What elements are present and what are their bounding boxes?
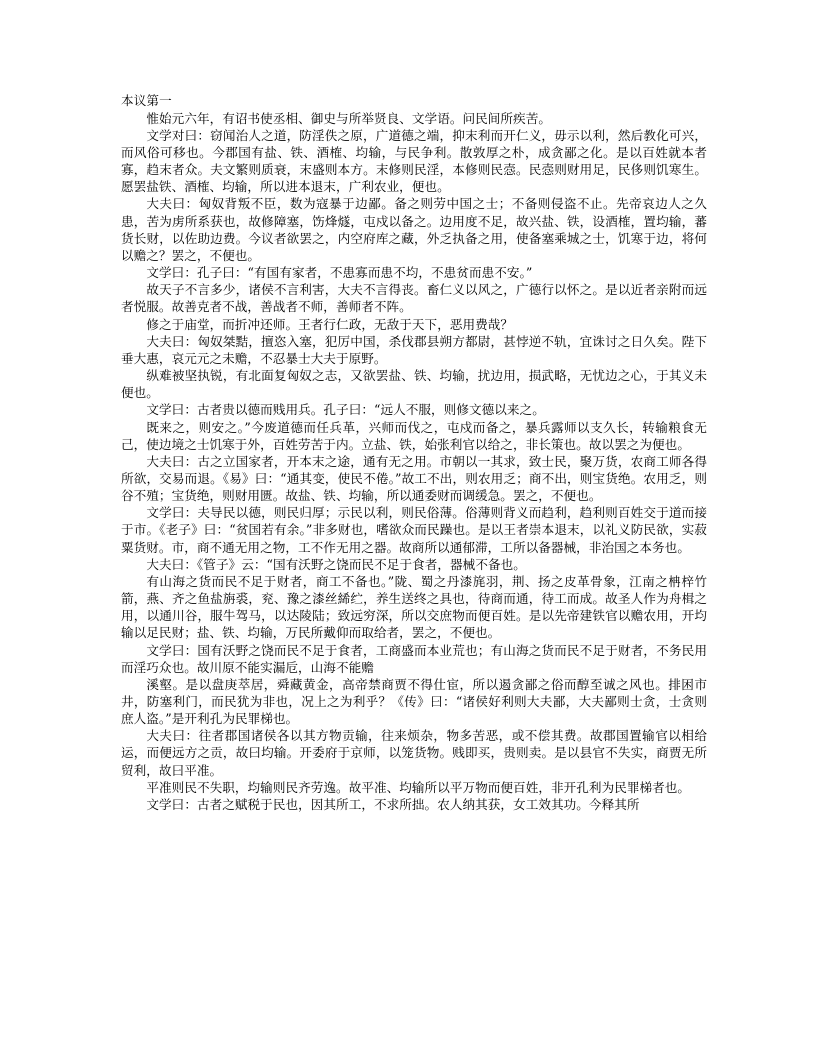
- paragraph: 大夫曰：匈奴背叛不臣，数为寇暴于边鄙。备之则劳中国之士；不备则侵盗不止。先帝哀边人之久患，苦为虏所系获也，故修障塞，饬烽燧，屯戍以备之。边用度不足，故兴盐、铁，设酒榷，置均输，蕃货长财，以佐助边费。今议者欲罢之，内空府库之藏，外乏执备之用，使备塞乘城之士，饥寒于边，将何以赡之？罢之，不便也。: [121, 196, 707, 263]
- chapter-title: 本议第一: [121, 93, 172, 108]
- paragraph: 既来之，则安之。”今废道德而任兵革，兴师而伐之，屯戍而备之，暴兵露师以支久长，转输粮食无己，使边境之士饥寒于外，百姓劳苦于内。立盐、铁，始张利官以给之，非长策也。故以罢之为便也。: [121, 419, 707, 452]
- paragraph: 文学曰：孔子曰：“有国有家者，不患寡而患不均，不患贫而患不安。”: [146, 265, 533, 281]
- paragraph: 溪壑。是以盘庚萃居，舜藏黄金，高帝禁商贾不得仕宦，所以遏贪鄙之俗而醇至诚之风也。排困市井，防塞利门，而民犹为非也，况上之为利乎？《传》曰：“诸侯好利则大夫鄙，大夫鄙则士贪，士贪则庶人盗。”是开利孔为民罪梯也。: [121, 676, 707, 727]
- document-text-column: [121, 92, 707, 813]
- paragraph: 修之于庙堂，而折冲还师。王者行仁政，无敌于天下，恶用费哉？: [146, 316, 514, 332]
- paragraph: 文学曰：古者贵以德而贱用兵。孔子曰：“远人不服，则修文德以来之。: [146, 402, 545, 418]
- paragraph: 大夫曰：往者郡国诸侯各以其方物贡输，往来烦杂，物多苦恶，或不偿其费。故郡国置输官以相给运，而便远方之贡，故曰均输。开委府于京师，以笼货物。贱即买，贵则卖。是以县官不失实，商贾无所贸利，故曰平准。: [121, 728, 707, 778]
- paragraph: 文学曰：夫导民以德，则民归厚；示民以利，则民俗薄。俗薄则背义而趋利，趋利则百姓交于道而接于市。《老子》曰：“贫国若有余。”非多财也，嗜欲众而民躁也。是以王者崇本退末，以礼义防民欲，实菽粟货财。市，商不通无用之物，工不作无用之器。故商所以通郁滞，工所以备器械，非治国之本务也。: [121, 505, 707, 555]
- paragraph: 文学曰：古者之赋税于民也，因其所工，不求所拙。农人纳其获，女工效其功。今释其所: [146, 796, 640, 812]
- paragraph: 故天子不言多少，诸侯不言利害，大夫不言得丧。畜仁义以风之，广德行以怀之。是以近者亲附而远者悦服。故善克者不战，善战者不师，善师者不阵。: [121, 282, 707, 315]
- paragraph: 平准则民不失职，均输则民齐劳逸。故平准、均输所以平万物而便百姓，非开孔利为民罪梯者也。: [146, 779, 691, 795]
- paragraph: 大夫曰：《管子》云：“国有沃野之饶而民不足于食者，器械不备也。: [146, 556, 526, 572]
- paragraph: 有山海之货而民不足于财者，商工不备也。”陇、蜀之丹漆旄羽，荆、扬之皮革骨象，江南之柟梓竹箭，燕、齐之鱼盐旃裘，兖、豫之漆丝絺纻，养生送终之具也，待商而通，待工而成。故圣人作为舟楫之用，以通川谷，服牛驾马，以达陵陆；致远穷深，所以交庶物而便百姓。是以先帝建铁官以赡农用，开均输以足民财；盐、铁、均输，万民所戴仰而取给者，罢之，不便也。: [121, 573, 707, 641]
- paragraph: 纵难被坚执锐，有北面复匈奴之志，又欲罢盐、铁、均输，扰边用，损武略，无忧边之心，于其义未便也。: [121, 368, 707, 401]
- paragraph: 惟始元六年，有诏书使丞相、御史与所举贤良、文学语。问民间所疾苦。: [146, 110, 551, 126]
- paragraph: 大夫曰：匈奴桀黠，擅恣入塞，犯厉中国，杀伐郡县朔方都尉，甚悖逆不轨，宜诛讨之日久矣。陛下垂大惠，哀元元之未赡，不忍暴士大夫于原野。: [121, 333, 707, 366]
- paragraph: 文学对曰：窃闻治人之道，防淫佚之原，广道德之端，抑末利而开仁义，毋示以利，然后教化可兴，而风俗可移也。今郡国有盐、铁、酒榷、均输，与民争利。散敦厚之朴，成贪鄙之化。是以百姓就本者寡，趋末者众。夫文繁则质衰，末盛则本方。末修则民淫，本修则民悫。民悫则财用足，民侈则饥寒生。愿罢盐铁、酒榷、均输，所以进本退末，广利农业，便也。: [121, 127, 707, 195]
- paragraph: 大夫曰：古之立国家者，开本末之途，通有无之用。市朝以一其求，致士民，聚万货，农商工师各得所欲，交易而退。《易》曰：“通其变，使民不倦。”故工不出，则农用乏；商不出，则宝货绝。农用乏，则谷不殖；宝货绝，则财用匮。故盐、铁、均输，所以通委财而调缓急。罢之，不便也。: [121, 453, 707, 504]
- paragraph: 文学曰：国有沃野之饶而民不足于食者，工商盛而本业荒也；有山海之货而民不足于财者，不务民用而淫巧众也。故川原不能实漏卮，山海不能赡: [121, 642, 707, 675]
